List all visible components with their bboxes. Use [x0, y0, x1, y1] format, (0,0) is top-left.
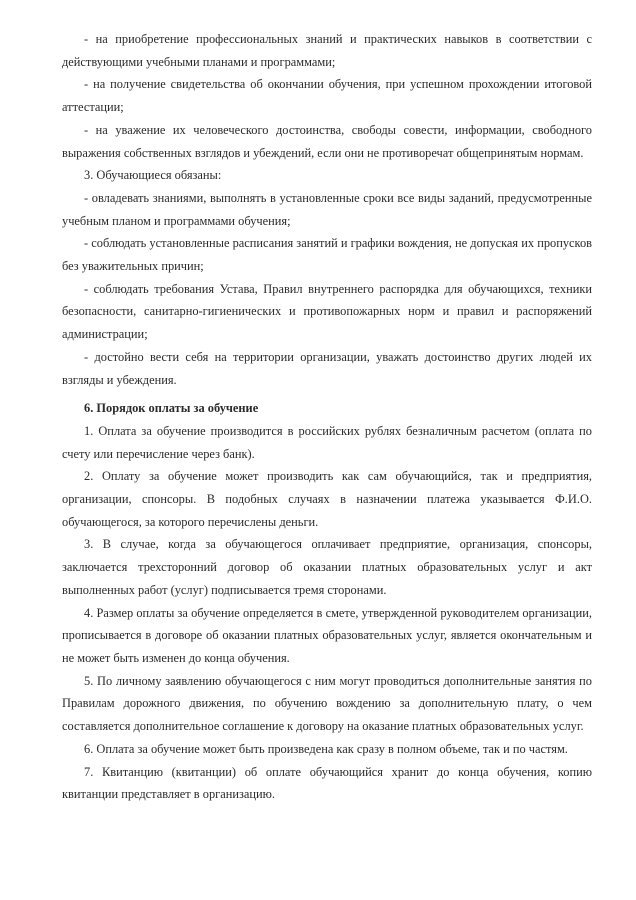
obligation-item-2: - соблюдать установленные расписания занятий и графики вождения, не допуская их пропусков без уважительных причин; [62, 236, 592, 274]
right-item-2: - на получение свидетельства об окончании обучения, при успешном прохождении итоговой аттестации; [62, 77, 592, 115]
payment-paragraph-3: 3. В случае, когда за обучающегося оплачивает предприятие, организация, спонсоры, заключается трехсторонний договор об оказании платных образовательных услуг и акт выполненных работ (услуг) подписывается тремя сторонами. [62, 537, 592, 597]
payment-paragraph-5: 5. По личному заявлению обучающегося с ним могут проводиться дополнительные занятия по Правилам дорожного движения, по обучению вождению за дополнительную плату, о чем составляется дополнительное соглашение к договору на оказание платных образовательных услуг. [62, 673, 592, 734]
payment-paragraph-1: 1. Оплата за обучение производится в российских рублях безналичным расчетом (оплата по счету или перечисление через банк). [62, 423, 592, 461]
section-6-title: 6. Порядок оплаты за обучение [84, 401, 259, 416]
payment-paragraph-2: 2. Оплату за обучение может производить как сам обучающийся, так и предприятия, организации, спонсоры. В подобных случаях в назначении платежа указывается Ф.И.О. обучающегося, за которого перечислены деньги. [62, 469, 592, 529]
payment-paragraph-7: 7. Квитанцию (квитанции) об оплате обучающийся хранит до конца обучения, копию квитанции представляет в организацию. [62, 764, 592, 802]
obligations-intro: 3. Обучающиеся обязаны: [84, 168, 222, 183]
right-item-3: - на уважение их человеческого достоинства, свободы совести, информации, свободного выражения собственных взглядов и убеждений, если они не противоречат общепринятым нормам. [62, 122, 592, 160]
obligation-item-4: - достойно вести себя на территории организации, уважать достоинство других людей их взгляды и убеждения. [62, 349, 592, 387]
obligation-item-1: - овладевать знаниями, выполнять в установленные сроки все виды заданий, предусмотренные учебным планом и программами обучения; [62, 190, 592, 228]
right-item-1: - на приобретение профессиональных знаний и практических навыков в соответствии с действующими учебными планами и программами; [62, 32, 592, 69]
payment-paragraph-4: 4. Размер оплаты за обучение определяется в смете, утвержденной руководителем организации, прописывается в договоре об оказании платных образовательных услуг, является окончательным и не может быть изменен до конца обучения. [62, 605, 592, 665]
obligation-item-3: - соблюдать требования Устава, Правил внутреннего распорядка для обучающихся, техники безопасности, санитарно-гигиенических и противопожарных норм и правил и распоряжений администрации; [62, 281, 592, 342]
payment-paragraph-6: 6. Оплата за обучение может быть произведена как сразу в полном объеме, так и по частям. [84, 741, 568, 756]
